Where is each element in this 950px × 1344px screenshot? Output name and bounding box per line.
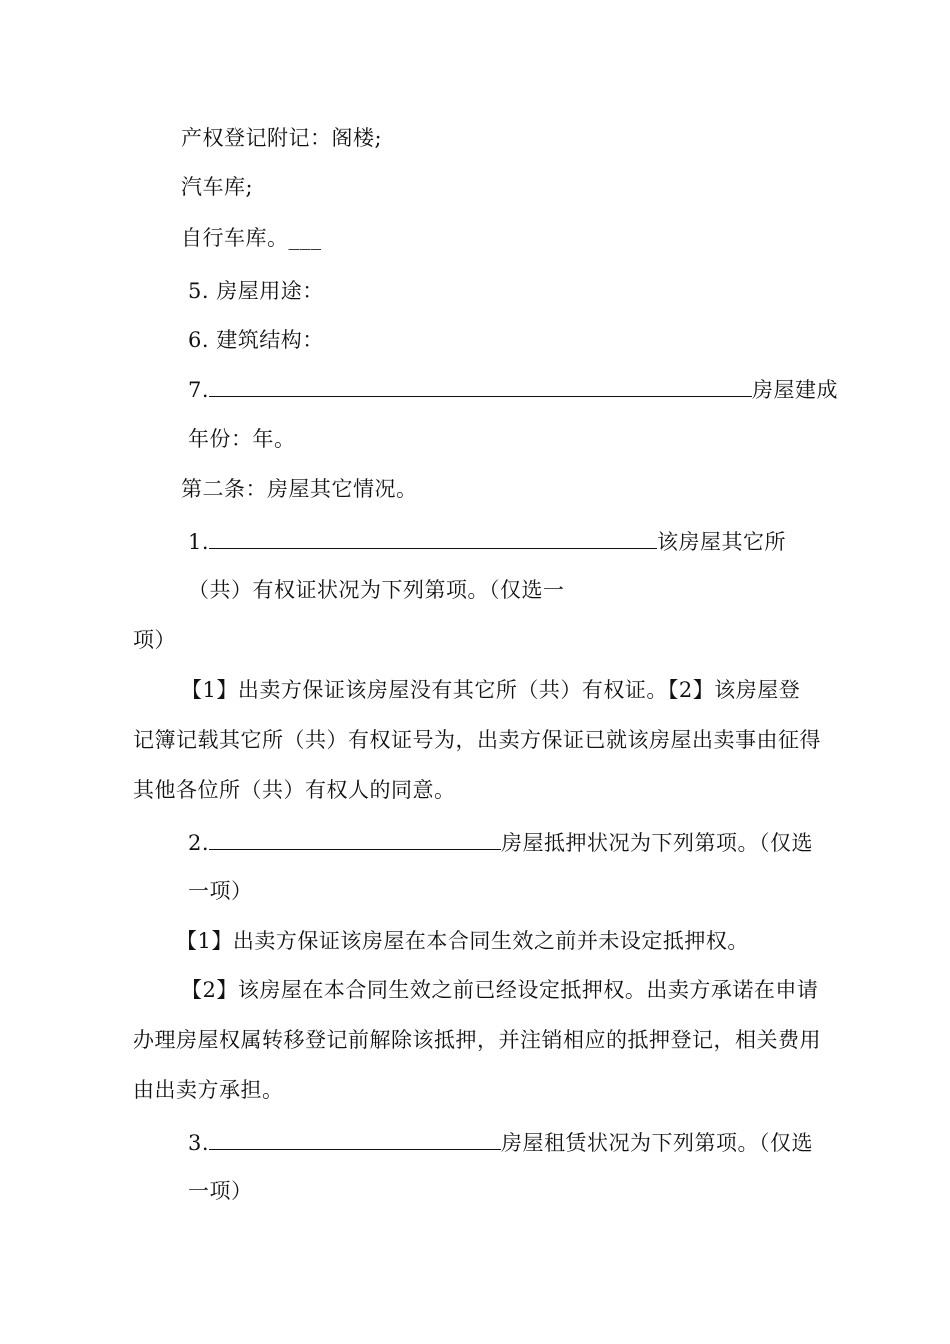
build-year-value-text: 年份：年。: [188, 427, 296, 451]
bicycle-garage-line: [181, 223, 322, 253]
lease-status-continued-text: 一项）: [188, 1179, 253, 1203]
lease-status-label: 房屋租赁状况为下列第项。（仅选: [501, 1131, 814, 1155]
item-number: 3.: [188, 1131, 210, 1155]
other-ownership-line: [188, 526, 786, 557]
fill-in-blank: [209, 1127, 501, 1150]
lease-status-continued: [188, 1176, 253, 1206]
mortgage-option-1: [176, 926, 749, 956]
building-structure-line: [188, 325, 324, 355]
building-structure-text: 6. 建筑结构：: [188, 328, 324, 352]
mortgage-option-2-line-1: [181, 975, 818, 1005]
ownership-option-line-1: [181, 675, 800, 705]
ownership-status-continued-text: 项）: [133, 628, 176, 652]
ownership-option-line-3: [133, 775, 456, 805]
ownership-option-text-2: 记簿记载其它所（共）有权证号为，出卖方保证已就该房屋出卖事由征得: [133, 728, 821, 752]
item-number: 2.: [188, 831, 210, 855]
registration-note-text: 产权登记附记：阁楼;: [181, 126, 383, 150]
build-year-value-line: [188, 424, 296, 454]
build-year-label: 房屋建成: [752, 378, 839, 402]
mortgage-status-continued: [188, 876, 253, 906]
ownership-status-continued: [133, 625, 176, 655]
mortgage-option-1-text: 【1】出卖方保证该房屋在本合同生效之前并未设定抵押权。: [176, 929, 749, 953]
mortgage-status-line: [188, 827, 813, 858]
mortgage-option-2-text-2: 办理房屋权属转移登记前解除该抵押，并注销相应的抵押登记，相关费用: [133, 1028, 821, 1052]
mortgage-option-2-text-3: 由出卖方承担。: [133, 1078, 284, 1102]
mortgage-option-2-line-2: [133, 1025, 821, 1055]
build-year-line: [188, 374, 838, 405]
other-ownership-label: 该房屋其它所: [657, 530, 787, 554]
fill-in-blank: [209, 827, 501, 850]
ownership-status-text: （共）有权证状况为下列第项。（仅选一: [188, 578, 565, 602]
lease-status-line: [188, 1127, 813, 1158]
ownership-option-text-1: 【1】出卖方保证该房屋没有其它所（共）有权证。【2】该房屋登: [181, 678, 801, 702]
mortgage-option-2-line-3: [133, 1075, 284, 1105]
fill-in-blank: [209, 374, 752, 397]
house-usage-line: [188, 276, 324, 306]
mortgage-option-2-text-1: 【2】该房屋在本合同生效之前已经设定抵押权。出卖方承诺在申请: [181, 978, 819, 1002]
registration-note-line: [181, 123, 382, 153]
item-number: 7.: [188, 378, 210, 402]
article-two-text: 第二条：房屋其它情况。: [181, 477, 418, 501]
house-usage-text: 5. 房屋用途：: [188, 279, 324, 303]
ownership-option-text-3: 其他各位所（共）有权人的同意。: [133, 778, 456, 802]
article-two-heading: [181, 474, 418, 504]
fill-in-blank: [209, 526, 657, 549]
item-number: 1.: [188, 530, 210, 554]
garage-line: [181, 172, 253, 202]
bicycle-garage-text: 自行车库。___: [181, 226, 322, 250]
mortgage-status-label: 房屋抵押状况为下列第项。（仅选: [501, 831, 814, 855]
ownership-status-line: [188, 575, 565, 605]
mortgage-status-continued-text: 一项）: [188, 879, 253, 903]
ownership-option-line-2: [133, 725, 821, 755]
garage-text: 汽车库;: [181, 175, 254, 199]
